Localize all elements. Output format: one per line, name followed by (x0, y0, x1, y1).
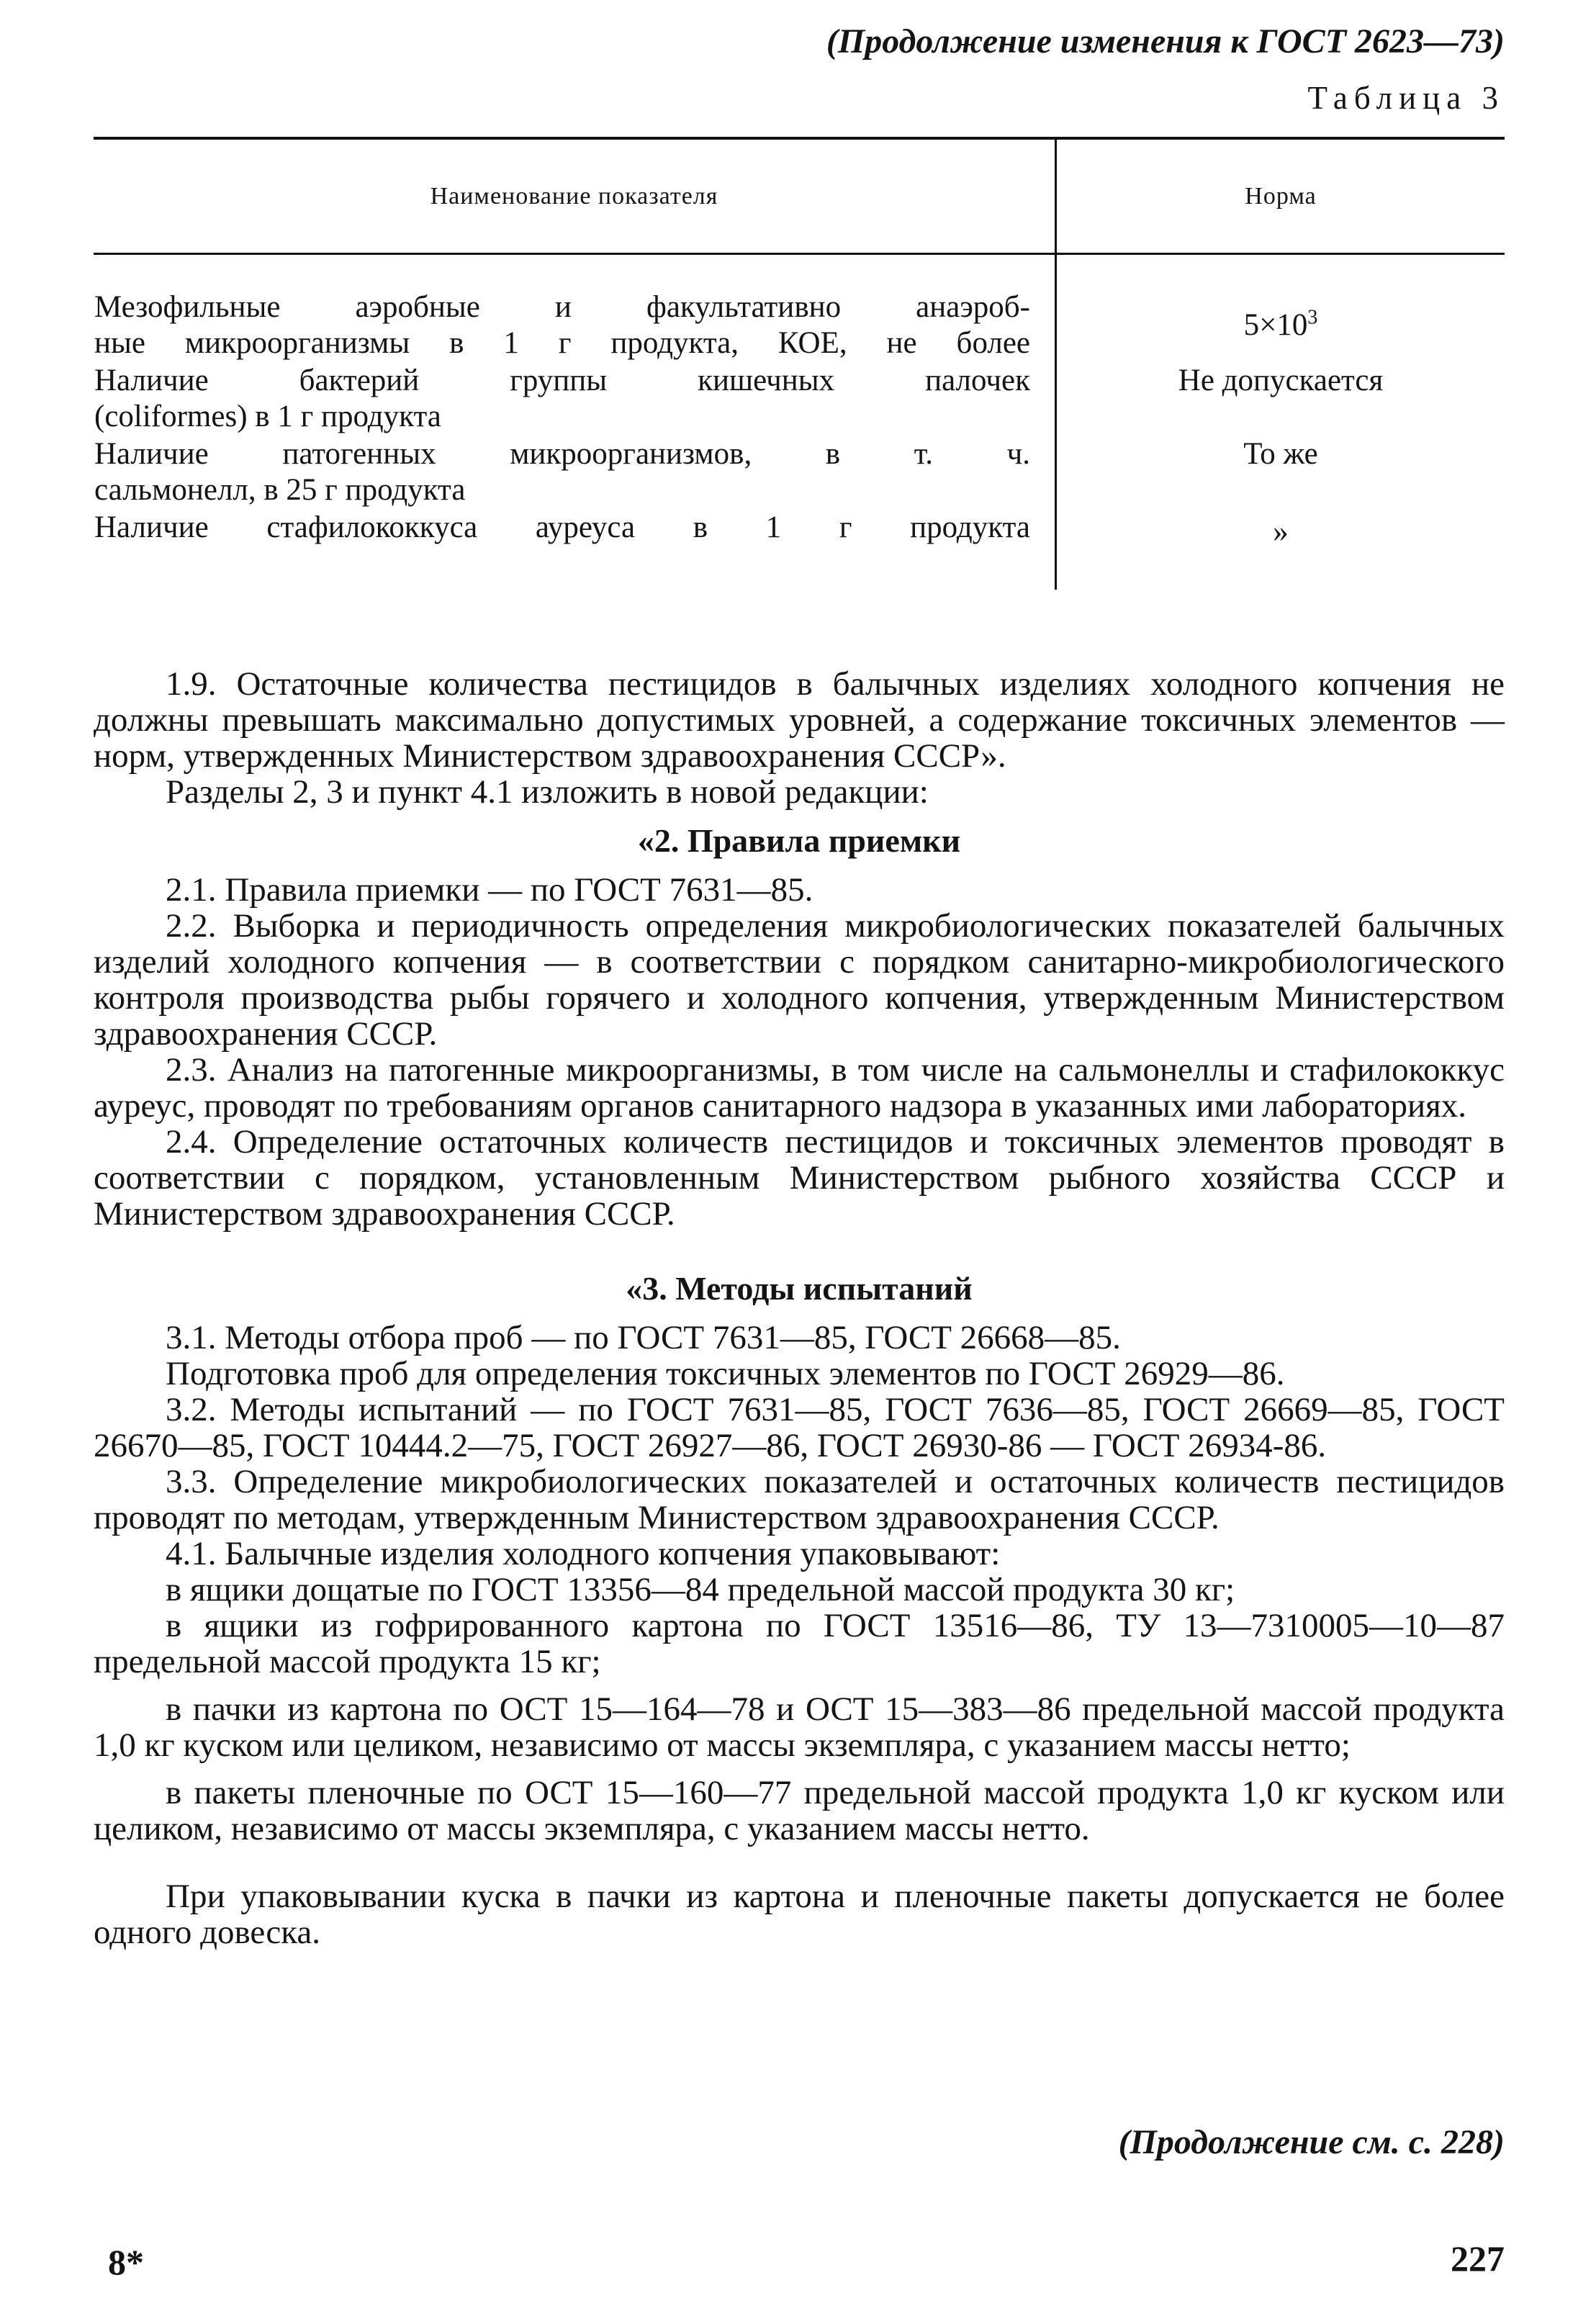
table-row (94, 362, 1505, 436)
page-number: 227 (1451, 2238, 1505, 2279)
norm-value: Не допускается (1178, 364, 1384, 397)
signature-mark: 8* (108, 2242, 144, 2282)
indicator-text: Наличие патогенных микроорганизмов, в т. ч. (94, 437, 1030, 471)
paragraph-3-1b: Подготовка проб для определения токсичных элементов по ГОСТ 26929—86. (166, 1355, 1285, 1392)
paragraph-4-1a: в ящики дощатые по ГОСТ 13356—84 предельной массой продукта 30 кг; (166, 1571, 1235, 1608)
norm-cell (1056, 436, 1505, 509)
body-text (94, 666, 1505, 1950)
indicator-cell (94, 254, 1056, 363)
paragraph-4-1c: в пачки из картона по ОСТ 15—164—78 и ОСТ 15—383—86 предельной массой продукта 1,0 кг куском или целиком, независимо от массы экземпляра, с указанием массы нетто; (94, 1690, 1505, 1764)
section-heading-2: «2. Правила приемки (637, 822, 961, 859)
indicator-cell (94, 509, 1056, 590)
paragraph-3-3: 3.3. Определение микробиологических показателей и остаточных количеств пестицидов проводят по методам, утвержденным Министерством здравоохранения СССР. (94, 1463, 1505, 1536)
continuation-header: (Продолжение изменения к ГОСТ 2623—73) (826, 22, 1505, 60)
column-header-indicator: Наименование показателя (94, 138, 1056, 254)
paragraph-2-1: 2.1. Правила приемки — по ГОСТ 7631—85. (166, 871, 813, 909)
paragraph-last: При упаковывании куска в пачки из картона и пленочные пакеты допускается не более одного довеска. (94, 1878, 1505, 1951)
indicator-text: Мезофильные аэробные и факультативно анаэроб- (94, 290, 1030, 324)
norm-cell (1056, 362, 1505, 436)
indicator-text: Наличие бактерий группы кишечных палочек (94, 364, 1030, 397)
paragraph-2-3: 2.3. Анализ на патогенные микроорганизмы, в том числе на сальмонеллы и стафилококкус ауреус, проводят по требованиям органов санитарного надзора в указанных ими лабораториях. (94, 1051, 1505, 1125)
table-3 (94, 137, 1505, 590)
table-header-row (94, 138, 1505, 254)
paragraph-3-2: 3.2. Методы испытаний — по ГОСТ 7631—85, ГОСТ 7636—85, ГОСТ 26669—85, ГОСТ 26670—85, ГОСТ 10444.2—75, ГОСТ 26927—86, ГОСТ 26930-86 — ГОСТ 26934-86. (94, 1391, 1505, 1464)
table-label: Таблица 3 (1307, 80, 1505, 116)
document-page (94, 22, 1505, 2311)
paragraph-4-1d: в пакеты пленочные по ОСТ 15—160—77 предельной массой продукта 1,0 кг куском или целиком, независимо от массы экземпляра, с указанием массы нетто. (94, 1774, 1505, 1847)
continuation-footer: (Продолжение см. с. 228) (1118, 2123, 1505, 2161)
norm-cell (1056, 254, 1505, 363)
paragraph-2-4: 2.4. Определение остаточных количеств пестицидов и токсичных элементов проводят в соответствии с порядком, установленным Министерством рыбного хозяйства СССР и Министерством здравоохранения СССР. (94, 1123, 1505, 1233)
paragraph-4-1: 4.1. Балычные изделия холодного копчения упаковывают: (166, 1535, 1001, 1572)
paragraph-sections: Разделы 2, 3 и пункт 4.1 изложить в новой редакции: (166, 773, 929, 811)
norm-value: » (1273, 515, 1289, 549)
paragraph-3-1: 3.1. Методы отбора проб — по ГОСТ 7631—85, ГОСТ 26668—85. (166, 1319, 1121, 1356)
indicator-cell (94, 362, 1056, 436)
indicator-text-cont: сальмонелл, в 25 г продукта (94, 473, 466, 507)
table-row (94, 254, 1505, 363)
table-row (94, 509, 1505, 590)
norm-exponent: 3 (1307, 306, 1318, 329)
indicator-text: Наличие стафилококкуса ауреуса в 1 г продукта (94, 510, 1030, 544)
indicator-text-cont: (coliformes) в 1 г продукта (94, 400, 441, 433)
paragraph-1-9: 1.9. Остаточные количества пестицидов в балычных изделиях холодного копчения не должны превышать максимально допустимых уровней, а содержание токсичных элементов — норм, утвержденных Министерством здравоохранения СССР». (94, 665, 1505, 775)
norm-value: 5×10 (1243, 308, 1308, 342)
table-row (94, 436, 1505, 509)
norm-cell (1056, 509, 1505, 590)
indicator-text-cont: ные микроорганизмы в 1 г продукта, КОЕ, не более (94, 326, 1030, 360)
paragraph-2-2: 2.2. Выборка и периодичность определения микробиологических показателей балычных изделий холодного копчения — в соответствии с порядком санитарно-микробиологического контроля производства рыбы горячего и холодного копчения, утвержденным Министерством здравоохранения СССР. (94, 907, 1505, 1053)
norm-value: То же (1243, 437, 1318, 471)
column-header-norm: Норма (1056, 138, 1505, 254)
section-heading-3: «3. Методы испытаний (626, 1270, 973, 1307)
paragraph-4-1b: в ящики из гофрированного картона по ГОСТ 13516—86, ТУ 13—7310005—10—87 предельной массой продукта 15 кг; (94, 1607, 1505, 1680)
indicator-cell (94, 436, 1056, 509)
